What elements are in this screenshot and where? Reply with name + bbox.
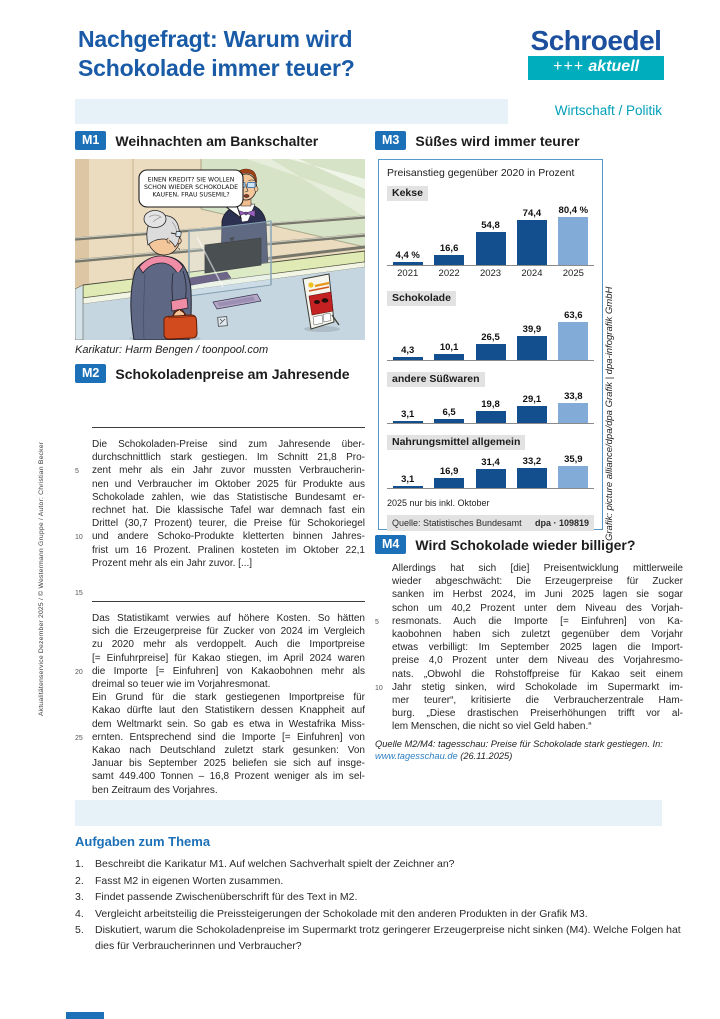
chart-bar (393, 486, 423, 488)
chart-bar (558, 217, 588, 265)
line-number (375, 668, 392, 681)
task-item (75, 923, 700, 954)
chart-bar-column (470, 457, 511, 488)
chart-value-label: 33,8 (564, 391, 583, 402)
chart-bar (517, 220, 547, 265)
tagesschau-link[interactable]: www.tagesschau.de (375, 750, 458, 761)
m3-chart (378, 159, 603, 530)
artist-signature (218, 317, 228, 327)
text-line (75, 718, 365, 731)
chart-bar-column (511, 456, 552, 488)
line-number (75, 678, 92, 691)
chart-bar-column (387, 474, 428, 488)
m4-source-line1: Quelle M2/M4: tagesschau: Preise für Schokolade stark gestiegen. In: (375, 739, 663, 749)
text-line (375, 668, 683, 681)
line-number (375, 654, 392, 667)
task-item (75, 874, 700, 890)
line-number (75, 438, 92, 451)
line-number (75, 638, 92, 651)
chart-value-label: 26,5 (481, 332, 500, 343)
chart-year: 2024 (521, 268, 543, 279)
line-number (75, 412, 92, 428)
chart-bar (558, 466, 588, 488)
chart-bars-row (387, 389, 594, 424)
chart-group (387, 288, 594, 361)
text-line (75, 504, 365, 517)
chart-bars-row (387, 308, 594, 361)
chart-group-label: Kekse (387, 186, 428, 201)
line-number: 10 (75, 534, 83, 542)
chart-bar-column (553, 454, 594, 488)
chart-source-bar (387, 515, 594, 531)
chart-bar-column (387, 250, 428, 265)
text-line-content: resmonats. Auch die Importe [= Einfuhren] von Ka- (392, 615, 683, 627)
line-number (375, 720, 392, 733)
chart-value-label: 31,4 (481, 457, 500, 468)
text-line-content: Kakao dürfte laut den Statistikern dessen Knappheit auf (92, 705, 365, 717)
chart-group (387, 369, 594, 424)
line-number (75, 612, 92, 625)
text-line-content: Jahr stetig sinken, wird Schokolade im Supermarkt im- (392, 681, 683, 693)
chart-value-label: 39,9 (522, 324, 542, 335)
line-number: 5 (75, 468, 79, 476)
chart-bar-column (387, 345, 428, 360)
line-number (375, 694, 392, 707)
chart-bar (434, 255, 464, 265)
task-text: Findet passende Zwischenüberschrift für des Text in M2. (95, 891, 358, 903)
bottom-band (75, 800, 662, 826)
text-line-content: rechnet hat. Die klassische Tafel war demnach fast ein (92, 505, 365, 517)
text-line (75, 464, 365, 477)
m4-text (375, 562, 683, 734)
m2-badge: M2 (75, 364, 106, 383)
text-line (75, 451, 365, 464)
task-text: Diskutiert, warum die Schokoladenpreise im Supermarkt trotz geringerer Erzeugerpreise nicht sinken (M4). Welche Folgen hat dies für Verbraucherinnen und Verbraucher? (95, 924, 681, 952)
text-line (75, 757, 365, 770)
text-line (75, 517, 365, 530)
line-number (375, 562, 392, 575)
m2-title: Schokoladenpreise am Jahresende (115, 365, 350, 382)
cartoon-caption: Karikatur: Harm Bengen / toonpool.com (75, 344, 269, 356)
logo-plus: +++ (552, 58, 584, 75)
line-number: 25 (75, 734, 83, 742)
chart-bars-row (387, 203, 594, 266)
chart-bar (393, 421, 423, 423)
text-line (75, 586, 365, 602)
chart-bar (476, 344, 506, 360)
chart-group (387, 183, 594, 280)
m4-source-line2 (375, 751, 683, 763)
chart-bar-column (553, 205, 594, 265)
text-line (75, 491, 365, 504)
text-line (375, 588, 683, 601)
chart-title: Preisanstieg gegenüber 2020 in Prozent (387, 167, 575, 179)
m4-badge: M4 (375, 535, 406, 554)
m1-title: Weihnachten am Bankschalter (115, 132, 319, 149)
chart-value-label: 4,4 % (395, 250, 420, 261)
text-line-content: nen und Verbraucher im Oktober 2025 für Produkte aus (92, 478, 365, 490)
chart-bar-column (428, 407, 469, 423)
chart-group-label: Schokolade (387, 291, 456, 306)
chart-group-label-row (387, 288, 594, 306)
chart-bar-column (428, 342, 469, 360)
speech-text-line1: EINEN KREDIT? SIE WOLLEN (147, 176, 235, 184)
chart-bar (393, 357, 423, 360)
task-item (75, 907, 700, 923)
text-line-content: Allerdings hat sich [die] Preisentwicklung mittlerweile (392, 563, 683, 574)
task-number: 3. (75, 891, 84, 903)
logo-tagline (528, 56, 664, 80)
line-number (75, 544, 92, 557)
chart-value-label: 35,9 (564, 454, 583, 465)
text-line (375, 562, 683, 575)
m4-title: Wird Schokolade wieder billiger? (415, 536, 636, 553)
chart-bar (517, 468, 547, 488)
chart-group (387, 432, 594, 489)
line-number: 10 (375, 684, 383, 692)
text-line-content: Die Schokoladen-Preise sind zum Jahresende über- (92, 439, 365, 450)
line-number (75, 704, 92, 717)
chart-bar-column (470, 332, 511, 360)
text-line-content: [= Einfuhrpreise] für Kakao stiegen, im April 2024 waren (92, 652, 365, 664)
line-number (75, 784, 92, 797)
chart-year-labels (387, 268, 594, 280)
m2-text (75, 398, 365, 797)
m3-header (375, 131, 580, 150)
chart-bar-column (428, 466, 469, 488)
line-number (75, 770, 92, 783)
chart-bar-column (511, 208, 552, 265)
text-line-content: Das Statistikamt verwies auf höhere Kosten. So hätten (92, 613, 365, 625)
text-line-content: nats. „Obwohl die Rohstoffpreise für Kakao seit einem (392, 668, 683, 680)
bottom-strip (66, 1012, 104, 1019)
text-line (75, 438, 365, 451)
line-number (375, 575, 392, 588)
text-line-content: preise 4,0 Prozent unter dem Niveau des Vorjahresmo- (392, 655, 683, 667)
text-line-content: ernten. Entsprechend sind die Importe [= Einfuhren] von (92, 731, 365, 743)
text-line-content: wieder abgeschwächt: Die Erzeugerpreise für Zucker (392, 576, 683, 588)
text-line (375, 654, 683, 667)
line-number (75, 691, 92, 704)
line-number: 15 (75, 590, 83, 598)
page-title-line2: Schokolade immer teuer? (78, 55, 355, 81)
chart-group-label: andere Süßwaren (387, 372, 485, 387)
chart-bar (476, 469, 506, 488)
text-line (75, 704, 365, 717)
line-number (75, 718, 92, 731)
chart-bar (517, 406, 547, 423)
line-number (75, 757, 92, 770)
text-line (375, 575, 683, 588)
page-title (78, 25, 355, 83)
chart-group-label: Nahrungsmittel allgemein (387, 435, 525, 450)
chart-bar-column (387, 409, 428, 423)
text-line-content: mer teurer“, kritisierte die Verbraucherzentrale Ham- (392, 695, 683, 707)
chart-source: Quelle: Statistisches Bundesamt (392, 518, 522, 528)
task-item (75, 890, 700, 906)
chart-group-label-row (387, 369, 594, 387)
line-number (375, 707, 392, 720)
line-number (75, 478, 92, 491)
text-line-content: kaobohnen haben sich zuletzt gegenüber dem Vorjahr (392, 629, 683, 641)
task-item (75, 857, 700, 873)
text-line-content: Ein Grund für die stark gestiegenen Importpreise für (92, 692, 365, 704)
tasks-list (75, 857, 700, 955)
task-text: Beschreibt die Karikatur M1. Auf welchen Sachverhalt spielt der Zeichner an? (95, 858, 455, 870)
m3-badge: M3 (375, 131, 406, 150)
line-number (75, 517, 92, 530)
text-line-content: zu 2020 mehr als verdoppelt. Auch die Importpreise (92, 639, 365, 651)
chart-value-label: 74,4 (522, 208, 542, 219)
text-line (375, 720, 683, 733)
text-line-content: Januar bis September 2025 beliefen sie sich auf insge- (92, 758, 365, 770)
publisher-logo (528, 26, 664, 80)
text-line (75, 557, 365, 570)
grafik-credit: Grafik: picture alliance/dpa/dpa Grafik | dpa-infografik GmbH (604, 286, 615, 541)
text-line (375, 628, 683, 641)
text-line (75, 625, 365, 638)
cartoon-image (75, 159, 365, 340)
fill-in-line (92, 412, 365, 428)
chart-value-label: 6,5 (442, 407, 456, 418)
text-line-content: samt 449.400 Tonnen – 16,8 Prozent weniger als im sel- (92, 771, 365, 783)
task-number: 4. (75, 907, 84, 920)
text-line-content: frist um 16 Prozent. Pralinen kosteten im Oktober 22,1 (92, 544, 365, 556)
text-line-content: und andere Schoko-Produkte kletterten binnen Jahres- (92, 531, 365, 543)
chart-value-label: 16,6 (439, 243, 459, 254)
chart-bar (434, 478, 464, 488)
text-line-content: sich die Erzeugerpreise für Zucker von 2024 im Vergleich (92, 626, 365, 638)
chart-bar (558, 403, 588, 423)
line-number (75, 652, 92, 665)
subject-band (75, 99, 508, 124)
chart-year: 2021 (397, 268, 419, 279)
text-line (75, 638, 365, 651)
chart-bar (434, 419, 464, 423)
text-line (375, 641, 683, 654)
chart-year: 2023 (479, 268, 502, 279)
chart-value-label: 3,1 (401, 474, 415, 485)
logo-word: aktuell (588, 58, 640, 75)
text-line-content: dem Weltmarkt sein. So gab es etwa in Westafrika Miss- (92, 718, 365, 730)
chart-group-label-row (387, 432, 594, 450)
text-line (375, 694, 683, 707)
line-number: 5 (375, 618, 379, 626)
chart-value-label: 63,6 (564, 310, 583, 321)
chart-bar-column (511, 324, 552, 360)
chart-value-label: 4,3 (401, 345, 415, 356)
m1-badge: M1 (75, 131, 106, 150)
text-line (75, 530, 365, 543)
chart-value-label: 16,9 (439, 466, 459, 477)
chart-year: 2022 (438, 268, 460, 279)
text-line (75, 731, 365, 744)
line-number (75, 491, 92, 504)
chart-value-label: 19,8 (481, 399, 500, 410)
task-text: Vergleicht arbeitsteilig die Preissteigerungen der Schokolade mit den anderen Produkten in der Grafik M3. (95, 907, 588, 920)
text-line (75, 784, 365, 797)
chart-bars-row (387, 452, 594, 489)
text-line (75, 770, 365, 783)
chart-year: 2025 (562, 268, 584, 279)
cartoon-svg (75, 159, 365, 340)
chart-group-label-row (387, 183, 594, 201)
chart-bar (517, 336, 547, 360)
line-number (75, 504, 92, 517)
chart-bar (476, 411, 506, 423)
text-line-content: durchschnittlich stark gestiegen. Im Schnitt 21,8 Pro- (92, 452, 365, 464)
text-line (75, 544, 365, 557)
speech-text-line3: KAUFEN, FRAU SUSEMIL? (152, 191, 230, 199)
chart-value-label: 80,4 % (558, 205, 589, 216)
chart-value-label: 54,8 (481, 220, 500, 231)
task-number: 1. (75, 858, 84, 870)
text-line (375, 602, 683, 615)
chart-bar-column (428, 243, 469, 265)
text-line-content: lem Menschen, die nicht so viel Geld haben.“ (392, 721, 592, 733)
line-number (75, 451, 92, 464)
chart-source-id: dpa · 109819 (534, 518, 589, 528)
text-line (75, 412, 365, 428)
sidebar-credit: Aktualitätenservice Dezember 2025 / © Westermann Gruppe / Autor: Christian Becker (38, 441, 45, 716)
chart-bar (393, 262, 423, 265)
text-line (75, 612, 365, 625)
line-number (375, 602, 392, 615)
task-number: 5. (75, 924, 84, 936)
task-number: 2. (75, 874, 84, 887)
text-line-content: Prozent mehr als ein Jahr zuvor. [...] (92, 557, 253, 569)
m4-source (375, 739, 683, 762)
fill-in-line (92, 586, 365, 602)
chart-value-label: 33,2 (522, 456, 542, 467)
text-line-content: die Importe [= Einfuhren] von Kakaobohnen mehr als (92, 665, 365, 677)
chart-bar (434, 354, 464, 360)
m2-header (75, 364, 350, 383)
text-line (75, 652, 365, 665)
text-line-content: dreimal so teuer wie im Vorjahresmonat. (92, 679, 271, 691)
text-line (375, 681, 683, 694)
chart-value-label: 3,1 (401, 409, 415, 420)
m4-source-date: (26.11.2025) (457, 750, 513, 761)
text-line-content: Kakao nach Deutschland zuletzt stark gesunken: Von (92, 745, 365, 757)
text-line-content: ben Zeitraum des Vorjahres. (92, 784, 218, 796)
chart-value-label: 29,1 (522, 394, 542, 405)
chart-bar (558, 322, 588, 360)
text-line (375, 707, 683, 720)
text-line (375, 615, 683, 628)
m3-title: Süßes wird immer teurer (415, 132, 580, 149)
text-line-content: burg. „Diese drastischen Preiserhöhungen trifft vor al- (392, 708, 683, 720)
line-number (375, 641, 392, 654)
line-number (75, 744, 92, 757)
task-text: Fasst M2 in eigenen Worten zusammen. (95, 874, 284, 887)
chart-bar-column (553, 310, 594, 360)
line-number (75, 557, 92, 570)
text-line-content: schon um 40,2 Prozent unter dem Niveau des Vorjah- (392, 602, 683, 614)
m4-header (375, 535, 635, 554)
chart-bar-column (470, 220, 511, 265)
text-line-content: Schokolade zahlen, wie das Statistische Bundesamt er- (92, 491, 365, 503)
line-number (375, 588, 392, 601)
line-number (75, 625, 92, 638)
page-title-line1: Nachgefragt: Warum wird (78, 26, 353, 52)
line-number: 20 (75, 668, 83, 676)
subject-label: Wirtschaft / Politik (554, 103, 662, 118)
chart-groups (387, 183, 594, 489)
line-number (375, 628, 392, 641)
text-line (75, 665, 365, 678)
text-line-content: Drittel (30,7 Prozent) teurer, die Preise für Schokoriegel (92, 518, 365, 530)
logo-name: Schroedel (530, 25, 662, 56)
text-line (75, 478, 365, 491)
chart-value-label: 10,1 (439, 342, 459, 353)
text-line (75, 744, 365, 757)
chart-bar-column (553, 391, 594, 423)
text-line (75, 678, 365, 691)
chart-footnote: 2025 nur bis inkl. Oktober (387, 498, 490, 508)
text-line-content: sanken im Herbst 2024, im Juni 2025 lagen sie sogar (392, 589, 683, 601)
text-line (75, 691, 365, 704)
speech-text-line2: SCHON WIEDER SCHOKOLADE (143, 184, 239, 191)
tasks-title: Aufgaben zum Thema (75, 834, 211, 849)
chart-bar-column (511, 394, 552, 423)
chart-bar (476, 232, 506, 265)
m1-header (75, 131, 318, 150)
chart-bar-column (470, 399, 511, 423)
text-line-content: etwas verbilligt: Im September 2025 lagen die Import- (392, 642, 683, 654)
text-line-content: zent mehr als ein Jahr zuvor mussten Verbraucherin- (92, 465, 365, 477)
